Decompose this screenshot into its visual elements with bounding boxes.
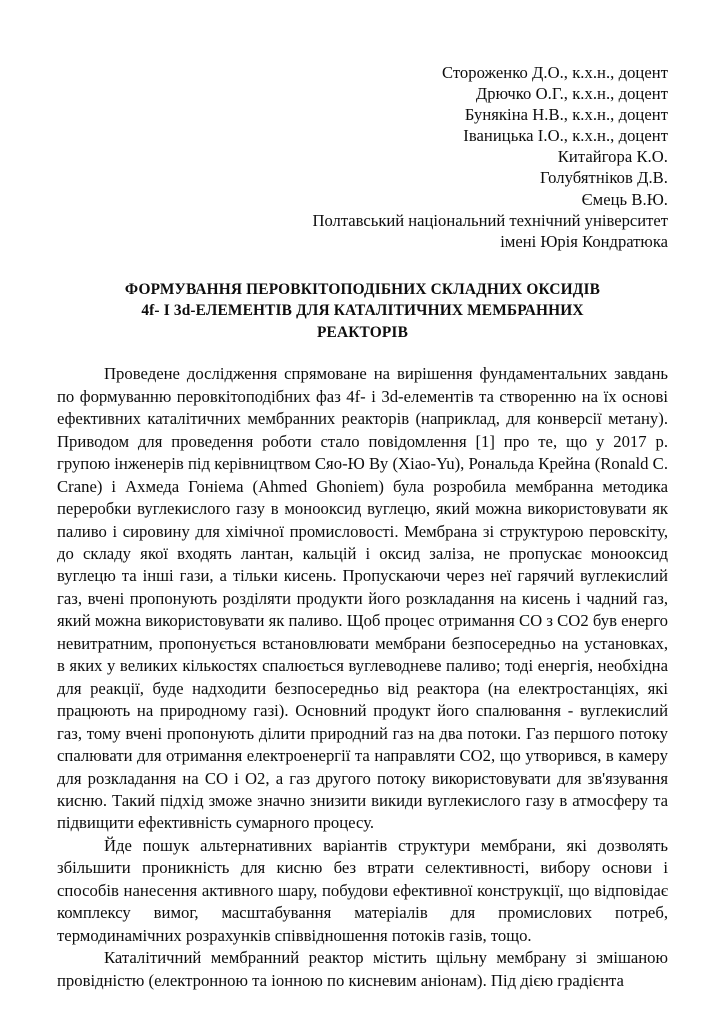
- paragraph: Йде пошук альтернативних варіантів структури мембрани, які дозволять збільшити проникність для кисню без втрати селективності, вибору основи і способів нанесення активного шару, побудови ефективної конструкції, що відповідає комплексу вимог, масштабування матеріалів для промислових потреб, термодинамічних розрахунків співвідношення потоків газів, тощо.: [57, 835, 668, 945]
- page-content: [57, 62, 668, 992]
- paragraph: Проведене дослідження спрямоване на вирішення фундаментальних завдань по формуванню перовкітоподібних фаз 4f- і 3d-елементів та створенню на їх основі ефективних каталітичних мембранних реакторів (наприклад, для конверсії метану). Приводом для проведення роботи стало повідомлення [1] про те, що у 2017 р. групою інженерів під керівництвом Сяо-Ю Ву (Xiao-Yu), Рональда Крейна (Ronald C. Crane) і Ахмеда Гоніема (Ahmed Ghoniem) була розробила мембранна методика переробки вуглекислого газу в монооксид вуглецю, який можна використовувати як паливо і сировину для хімічної промисловості. Мембрана зі структурою перовскіту, до складу якої входять лантан, кальцій і оксид заліза, не пропускає монооксид вуглецю та інші гази, а тільки кисень. Пропускаючи через неї гарячий вуглекислий газ, вчені пропонують розділяти продукти його розкладання на кисень і чадний газ, який можна використовувати як паливо. Щоб процес отримання СО з СО2 був енерго невитратним, пропонується встановлювати мембрани безпосередньо на установках, в яких у великих кількостях спалюється вуглеводневе паливо; тоді енергія, необхідна для реакції, буде надходити безпосередньо від реактора (на електростанціях, які працюють на природному газі). Основний продукт його спалювання - вуглекислий газ, тому вчені пропонують ділити природний газ на два потоки. Газ першого потоку спалювати для отримання електроенергії та направляти СО2, що утворився, в камеру для розкладання на СО і О2, а газ другого потоку використовувати для зв'язування кисню. Такий підхід зможе значно знизити викиди вуглекислого газу в атмосферу та підвищити ефективність сумарного процесу.: [57, 364, 668, 833]
- author-line: Бунякіна Н.В., к.х.н., доцент: [464, 105, 668, 125]
- author-line: Китайгора К.О.: [557, 147, 668, 167]
- title-line: ФОРМУВАННЯ ПЕРОВКІТОПОДІБНИХ СКЛАДНИХ ОКСИДІВ: [124, 280, 601, 298]
- title-line: РЕАКТОРІВ: [317, 323, 408, 341]
- author-line: Голубятніков Д.В.: [539, 168, 668, 188]
- body-text: [57, 363, 668, 992]
- author-line: Стороженко Д.О., к.х.н., доцент: [441, 63, 668, 82]
- author-line: Дрючко О.Г., к.х.н., доцент: [475, 84, 668, 104]
- title-line: 4f- I 3d-ЕЛЕМЕНТІВ ДЛЯ КАТАЛІТИЧНИХ МЕМБРАННИХ: [141, 302, 584, 320]
- author-line: Іваницька І.О., к.х.н., доцент: [463, 126, 668, 146]
- paragraph: Каталітичний мембранний реактор містить щільну мембрану зі змішаною провідністю (електронною та іонною по кисневим аніонам). Під дією градієнта: [57, 948, 668, 990]
- author-line: Ємець В.Ю.: [581, 189, 668, 209]
- affiliation-line: Полтавський національний технічний університет: [312, 210, 668, 230]
- page-title: [57, 279, 668, 344]
- affiliation-line: імені Юрія Кондратюка: [500, 231, 668, 251]
- author-block: [57, 62, 668, 210]
- affiliation-block: [57, 210, 668, 252]
